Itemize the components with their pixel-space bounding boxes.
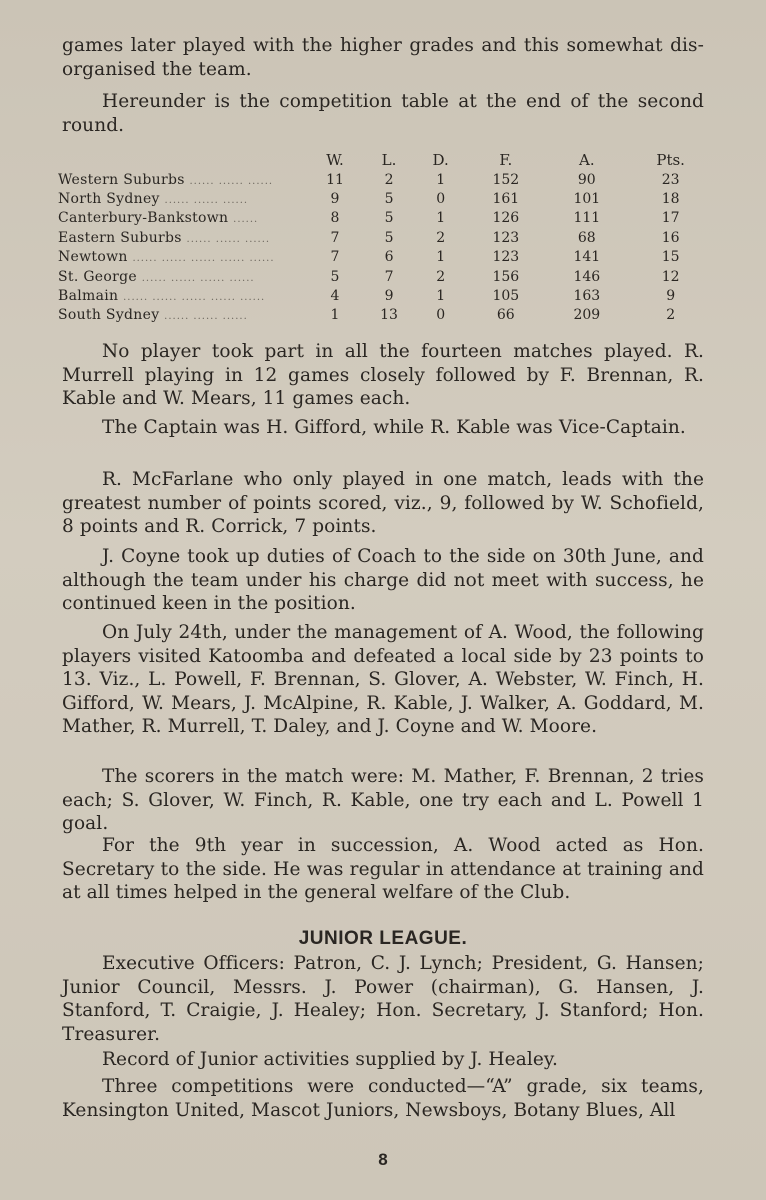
- against-cell: 141: [573, 249, 601, 266]
- team-name-cell: [58, 306, 308, 325]
- table-row: [58, 170, 714, 189]
- against-cell: 209: [573, 307, 601, 324]
- table-row: [58, 267, 714, 286]
- for-cell: 156: [492, 268, 520, 285]
- drawn-cell: 2: [436, 268, 446, 285]
- against-cell: 146: [573, 268, 601, 285]
- paragraph-coach: J. Coyne took up duties of Coach to the side on 30th June, and although the team under his charge did not meet with success, he continued keen in the position.: [62, 546, 704, 615]
- drawn-cell: 1: [436, 171, 446, 188]
- dot-leader: ......: [233, 214, 259, 226]
- table-row: [58, 189, 714, 208]
- won-cell: 9: [330, 191, 340, 208]
- for-cell: 66: [496, 307, 515, 324]
- team-name: Canterbury-Bankstown: [58, 210, 229, 227]
- drawn-cell: 0: [436, 307, 446, 324]
- against-cell: 101: [573, 191, 601, 208]
- lost-cell: 5: [384, 229, 394, 246]
- section-heading: JUNIOR LEAGUE.: [298, 928, 468, 949]
- dot-leader: ...... ...... ...... ......: [141, 272, 255, 284]
- paragraph-secretary: For the 9th year in succession, A. Wood acted as Hon. Secretary to the side. He was regular in attendance at training and at all times helped in the general welfare of the Club.: [62, 835, 704, 904]
- for-cell: 161: [492, 191, 520, 208]
- against-cell: 163: [573, 288, 601, 305]
- table-row: [58, 306, 714, 325]
- paragraph-competitions: Three competitions were conducted—“A” grade, six teams, Kensington United, Mascot Juniors, Newsboys, Botany Blues, All: [62, 1076, 704, 1121]
- team-name-cell: [58, 189, 308, 208]
- dot-leader: ...... ...... ......: [189, 175, 274, 187]
- team-name: Balmain: [58, 288, 119, 305]
- points-cell: 23: [661, 171, 680, 188]
- lost-cell: 13: [380, 307, 398, 324]
- against-cell: 68: [577, 229, 596, 246]
- team-name-cell: [58, 170, 308, 189]
- points-cell: 15: [661, 249, 680, 266]
- table-header-row: [58, 150, 714, 170]
- dot-leader: ...... ...... ...... ...... ......: [123, 292, 266, 304]
- header-for: F.: [499, 151, 513, 169]
- paragraph-executive-officers: Executive Officers: Patron, C. J. Lynch; President, G. Hansen; Junior Council, Messrs. J. Power (chairman), G. Hansen, J. Stanford, T. Craigie, J. Healey; Hon. Secretary, J. Stanford; Hon. Treasurer.: [62, 953, 704, 1045]
- table-row: [58, 248, 714, 267]
- points-cell: 2: [666, 307, 676, 324]
- drawn-cell: 0: [436, 191, 446, 208]
- dot-leader: ...... ...... ......: [164, 195, 249, 207]
- lost-cell: 5: [384, 191, 394, 208]
- paragraph-katoomba-trip: On July 24th, under the management of A. Wood, the following players visited Katoomba and defeated a local side by 23 points to 13. Viz., L. Powell, F. Brennan, S. Glover, A. Webster, W. Finch, H. Gifford, W. Mears, J. McAlpine, R. Kable, J. Walker, A. Goddard, M. Mather, R. Murrell, T. Daley, and J. Coyne and W. Moore.: [62, 622, 704, 738]
- for-cell: 123: [492, 249, 520, 266]
- drawn-cell: 1: [436, 210, 446, 227]
- header-lost: L.: [381, 151, 397, 169]
- team-name: St. George: [58, 268, 137, 285]
- header-points: Pts.: [656, 151, 685, 169]
- competition-table: [58, 150, 714, 325]
- paragraph-record: Record of Junior activities supplied by J. Healey.: [102, 1049, 558, 1070]
- paragraph-table-intro: Hereunder is the competition table at the end of the second round.: [62, 91, 704, 136]
- lost-cell: 9: [384, 288, 394, 305]
- won-cell: 7: [330, 249, 340, 266]
- drawn-cell: 1: [436, 249, 446, 266]
- paragraph-continuation: games later played with the higher grades and this somewhat dis-organised the team.: [62, 35, 704, 80]
- points-cell: 17: [661, 210, 680, 227]
- page-number: 8: [378, 1150, 388, 1169]
- won-cell: 4: [330, 288, 340, 305]
- team-name: South Sydney: [58, 307, 160, 324]
- team-name: Eastern Suburbs: [58, 229, 182, 246]
- team-name-cell: [58, 267, 308, 286]
- header-drawn: D.: [432, 151, 449, 169]
- team-name-cell: [58, 248, 308, 267]
- points-cell: 9: [666, 288, 676, 305]
- against-cell: 90: [577, 171, 596, 188]
- header-against: A.: [579, 151, 595, 169]
- points-cell: 18: [661, 191, 680, 208]
- paragraph-appearances: No player took part in all the fourteen matches played. R. Murrell playing in 12 games closely followed by F. Brennan, R. Kable and W. Mears, 11 games each.: [62, 341, 704, 410]
- points-cell: 16: [661, 229, 680, 246]
- team-name-cell: [58, 286, 308, 305]
- lost-cell: 6: [384, 249, 394, 266]
- team-name-cell: [58, 228, 308, 247]
- paragraph-scorers: The scorers in the match were: M. Mather, F. Brennan, 2 tries each; S. Glover, W. Finch, R. Kable, one try each and L. Powell 1 goal.: [62, 766, 704, 835]
- for-cell: 126: [492, 210, 520, 227]
- paragraph-captain: The Captain was H. Gifford, while R. Kable was Vice-Captain.: [102, 417, 686, 438]
- dot-leader: ...... ...... ......: [186, 233, 271, 245]
- lost-cell: 5: [384, 210, 394, 227]
- team-name: Newtown: [58, 249, 128, 266]
- dot-leader: ...... ...... ......: [164, 311, 248, 323]
- lost-cell: 2: [384, 171, 394, 188]
- team-name-cell: [58, 209, 308, 228]
- for-cell: 152: [492, 171, 520, 188]
- drawn-cell: 1: [436, 288, 446, 305]
- header-won: W.: [326, 151, 344, 169]
- against-cell: 111: [573, 210, 601, 227]
- points-cell: 12: [661, 268, 680, 285]
- table-row: [58, 286, 714, 305]
- dot-leader: ...... ...... ...... ...... ......: [132, 253, 275, 265]
- won-cell: 11: [326, 171, 344, 188]
- won-cell: 8: [330, 210, 340, 227]
- team-name: North Sydney: [58, 191, 160, 208]
- table-row: [58, 228, 714, 247]
- won-cell: 1: [330, 307, 340, 324]
- lost-cell: 7: [384, 268, 394, 285]
- for-cell: 105: [492, 288, 520, 305]
- table-row: [58, 209, 714, 228]
- header-team: [58, 150, 308, 170]
- won-cell: 7: [330, 229, 340, 246]
- paragraph-points-scored: R. McFarlane who only played in one match, leads with the greatest number of points scored, viz., 9, followed by W. Schofield, 8 points and R. Corrick, 7 points.: [62, 469, 704, 538]
- drawn-cell: 2: [436, 229, 446, 246]
- team-name: Western Suburbs: [58, 171, 185, 188]
- for-cell: 123: [492, 229, 520, 246]
- won-cell: 5: [330, 268, 340, 285]
